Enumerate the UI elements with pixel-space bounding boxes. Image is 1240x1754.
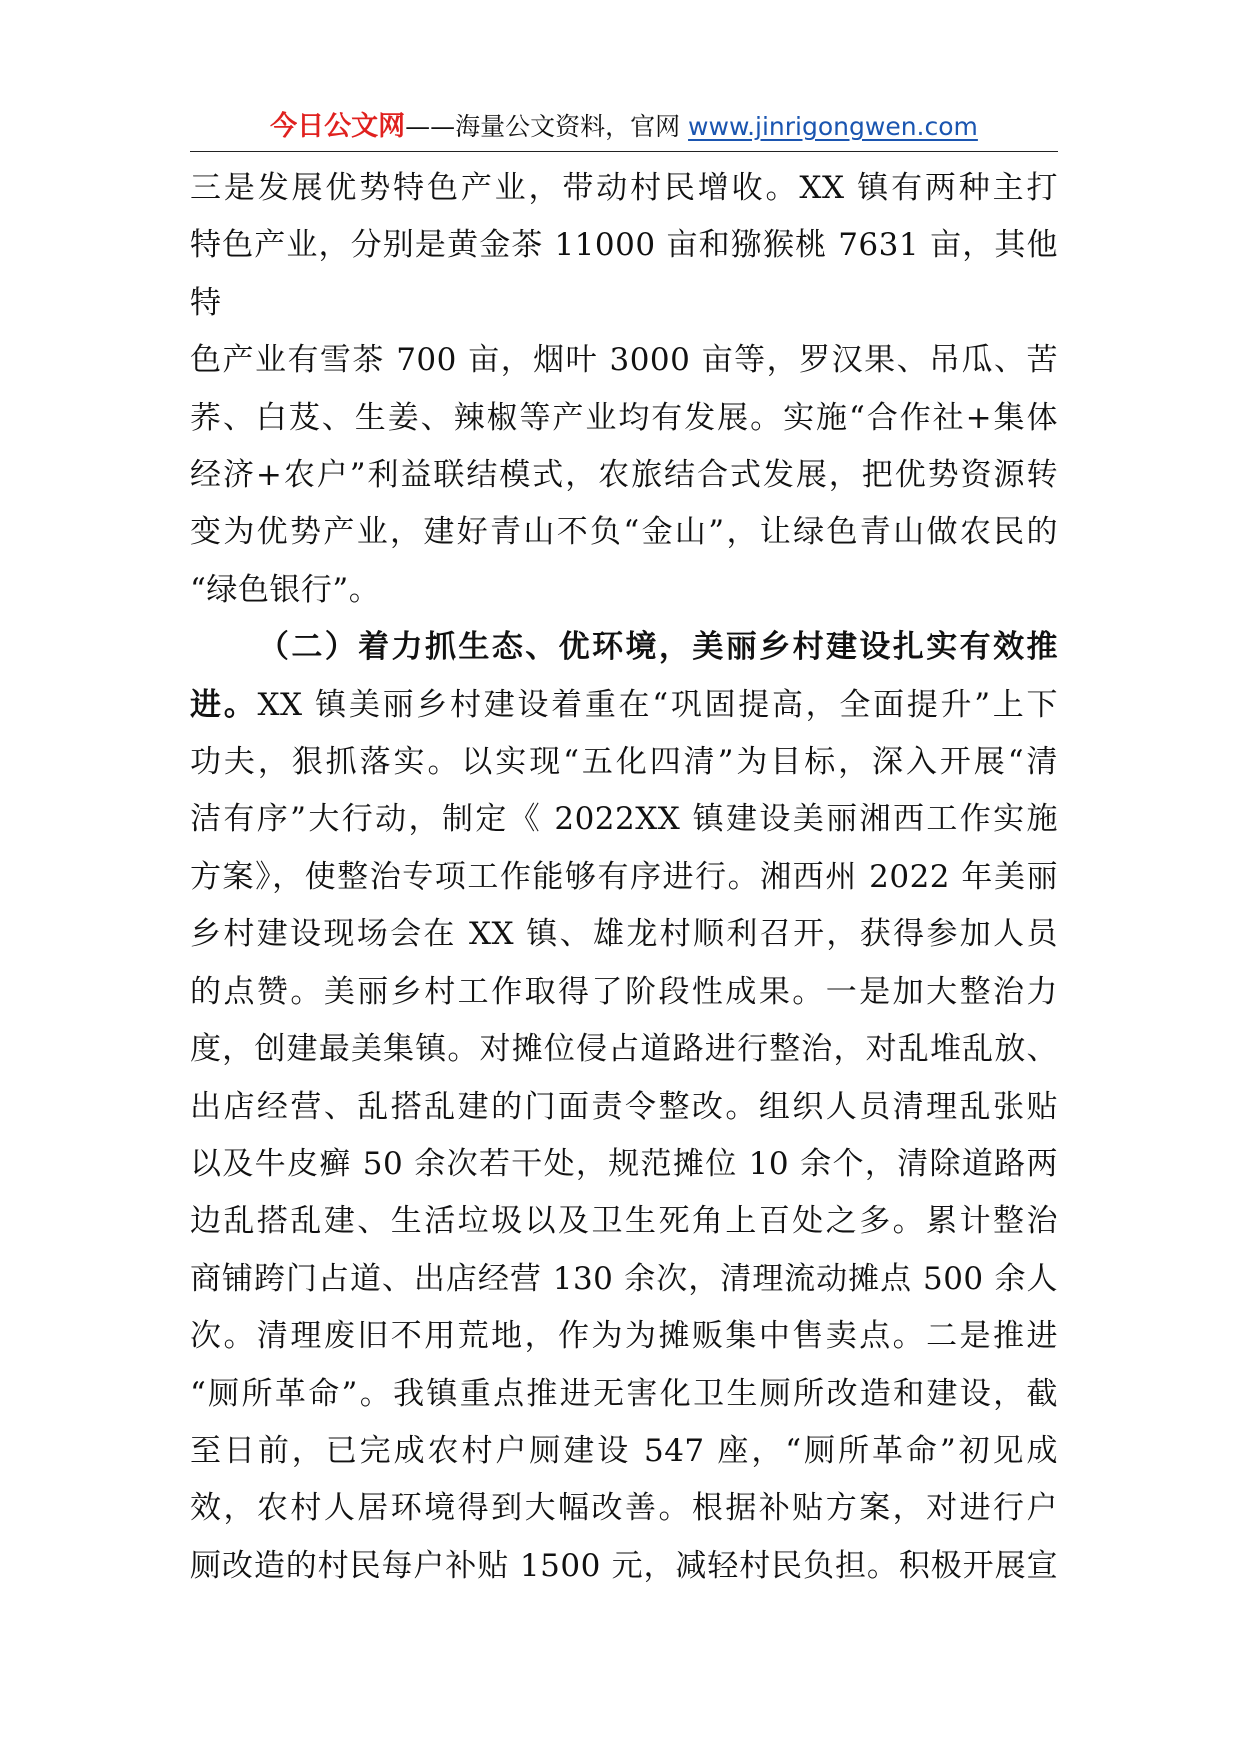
paragraph-line: “绿色银行”。	[190, 571, 381, 608]
site-brand[interactable]: 今日公文网	[270, 111, 406, 142]
paragraph-line: 次。清理废旧不用荒地，作为为摊贩集中售卖点。二是推进	[190, 1318, 1058, 1355]
paragraph-line: 功夫，狠抓落实。以实现“五化四清”为目标，深入开展“清	[190, 744, 1058, 781]
paragraph-line: 特色产业，分别是黄金茶 11000 亩和猕猴桃 7631 亩，其他特	[190, 227, 1058, 321]
paragraph-line: 方案》，使整治专项工作能够有序进行。湘西州 2022 年美丽	[190, 858, 1058, 895]
paragraph-line: 商铺跨门占道、出店经营 130 余次，清理流动摊点 500 余人	[190, 1260, 1058, 1297]
paragraph-line: 色产业有雪茶 700 亩，烟叶 3000 亩等，罗汉果、吊瓜、苦	[190, 342, 1058, 379]
paragraph-line: 变为优势产业，建好青山不负“金山”，让绿色青山做农民的	[190, 514, 1058, 551]
paragraph-line: 三是发展优势特色产业，带动村民增收。XX 镇有两种主打	[190, 170, 1058, 206]
section-heading-line	[190, 619, 1058, 676]
paragraph-line: 以及牛皮癣 50 余次若干处，规范摊位 10 余个，清除道路两	[190, 1145, 1058, 1182]
paragraph-line: 出店经营、乱搭乱建的门面责令整改。组织人员清理乱张贴	[190, 1088, 1058, 1125]
paragraph-line: 度，创建最美集镇。对摊位侵占道路进行整治，对乱堆乱放、	[190, 1031, 1058, 1068]
site-url-link[interactable]: www.jinrigongwen.com	[688, 112, 978, 141]
paragraph-line: 效，农村人居环境得到大幅改善。根据补贴方案，对进行户	[190, 1490, 1058, 1527]
paragraph-line: 的点赞。美丽乡村工作取得了阶段性成果。一是加大整治力	[190, 973, 1058, 1010]
paragraph-line: 荞、白芨、生姜、辣椒等产业均有发展。实施“合作社+集体	[190, 399, 1058, 436]
header-separator: ——	[405, 112, 456, 141]
paragraph-line: 洁有序”大行动，制定《 2022XX 镇建设美丽湘西工作实施	[190, 801, 1058, 838]
site-header	[190, 104, 1058, 150]
document-body	[190, 160, 1058, 1595]
paragraph-line: 至日前，已完成农村户厕建设 547 座，“厕所革命”初见成	[190, 1432, 1058, 1469]
paragraph-line: 经济+农户”利益联结模式，农旅结合式发展，把优势资源转	[190, 457, 1058, 494]
paragraph-line: 厕改造的村民每户补贴 1500 元，减轻村民负担。积极开展宣	[190, 1547, 1058, 1584]
section-heading-end: 进。	[190, 686, 258, 723]
paragraph-text: XX 镇美丽乡村建设着重在“巩固提高，全面提升”上下	[257, 686, 1059, 723]
paragraph-line: 边乱搭乱建、生活垃圾以及卫生死角上百处之多。累计整治	[190, 1203, 1058, 1240]
paragraph-line	[190, 677, 1058, 734]
paragraph-line: “厕所革命”。我镇重点推进无害化卫生厕所改造和建设，截	[190, 1375, 1058, 1412]
section-heading: （二）着力抓生态、优环境，美丽乡村建设扎实有效推	[256, 629, 1058, 666]
header-divider	[190, 151, 1058, 152]
paragraph-line: 乡村建设现场会在 XX 镇、雄龙村顺利召开，获得参加人员	[190, 916, 1058, 953]
site-description: 海量公文资料，官网	[455, 112, 689, 141]
